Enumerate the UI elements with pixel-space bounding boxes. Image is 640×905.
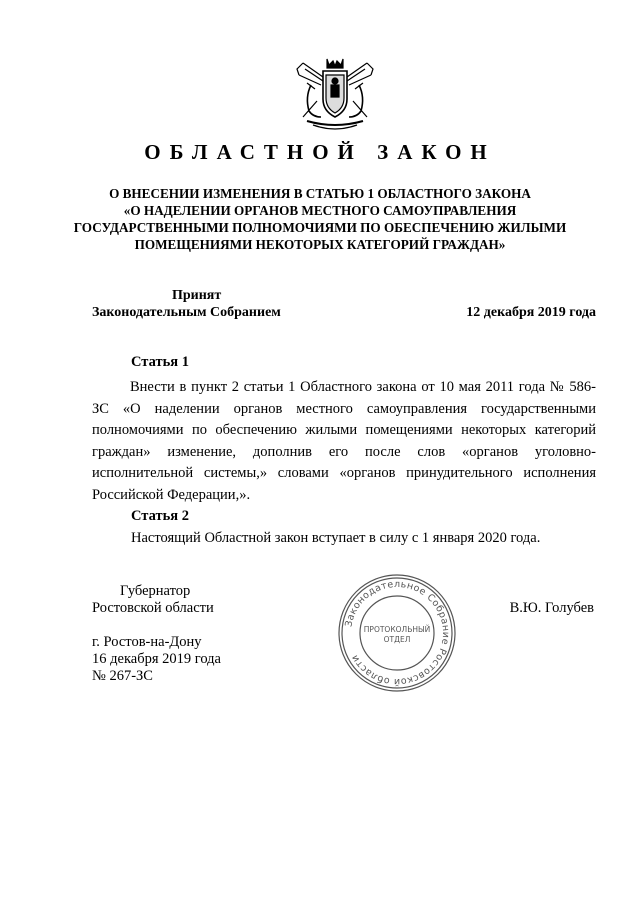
seal-center-line-1: ПРОТОКОЛЬНЫЙ (363, 625, 431, 634)
signing-date: 16 декабря 2019 года (92, 651, 221, 667)
article-2-heading: Статья 2 (131, 508, 189, 524)
article-2-text: Настоящий Областной закон вступает в силу с 1 января 2020 года. (131, 530, 541, 546)
adopted-label: Принят (172, 288, 222, 303)
official-seal (336, 572, 458, 694)
signatory-region: Ростовской области (92, 600, 214, 616)
article-1-heading: Статья 1 (131, 354, 189, 370)
subtitle-line: О ВНЕСЕНИИ ИЗМЕНЕНИЯ В СТАТЬЮ 1 ОБЛАСТНОГО ЗАКОНА (109, 186, 531, 201)
signatory-name: В.Ю. Голубев (509, 600, 594, 616)
signing-place: г. Ростов-на-Дону (92, 634, 202, 650)
law-title: ОБЛАСТНОЙ ЗАКОН (144, 140, 496, 164)
law-subtitle (60, 185, 580, 253)
subtitle-line: ГОСУДАРСТВЕННЫМИ ПОЛНОМОЧИЯМИ ПО ОБЕСПЕЧЕНИЮ ЖИЛЫМИ (73, 220, 567, 235)
subtitle-line: ПОМЕЩЕНИЯМИ НЕКОТОРЫХ КАТЕГОРИЙ ГРАЖДАН» (134, 237, 506, 252)
seal-ring-text: Законодательное Собрание Ростовской области (343, 578, 452, 688)
coat-of-arms-icon (293, 55, 377, 135)
signatory-title: Губернатор (120, 583, 191, 599)
adoption-date: 12 декабря 2019 года (466, 305, 596, 320)
adopting-body: Законодательным Собранием (92, 305, 281, 320)
subtitle-line: «О НАДЕЛЕНИИ ОРГАНОВ МЕСТНОГО САМОУПРАВЛЕНИЯ (123, 203, 517, 218)
article-1-text: Внести в пункт 2 статьи 1 Областного закона от 10 мая 2011 года № 586-ЗС «О наделении органов местного самоуправления государственными полномочиями по обеспечению жилыми помещениями некоторых категорий граждан» изменение, дополнив его после слов «органов уголовно-исполнительной системы,» словами «органов принудительного исполнения Российской Федерации,». (92, 379, 596, 503)
seal-center-line-2: ОТДЕЛ (383, 635, 411, 644)
law-number: № 267-ЗС (92, 668, 153, 684)
